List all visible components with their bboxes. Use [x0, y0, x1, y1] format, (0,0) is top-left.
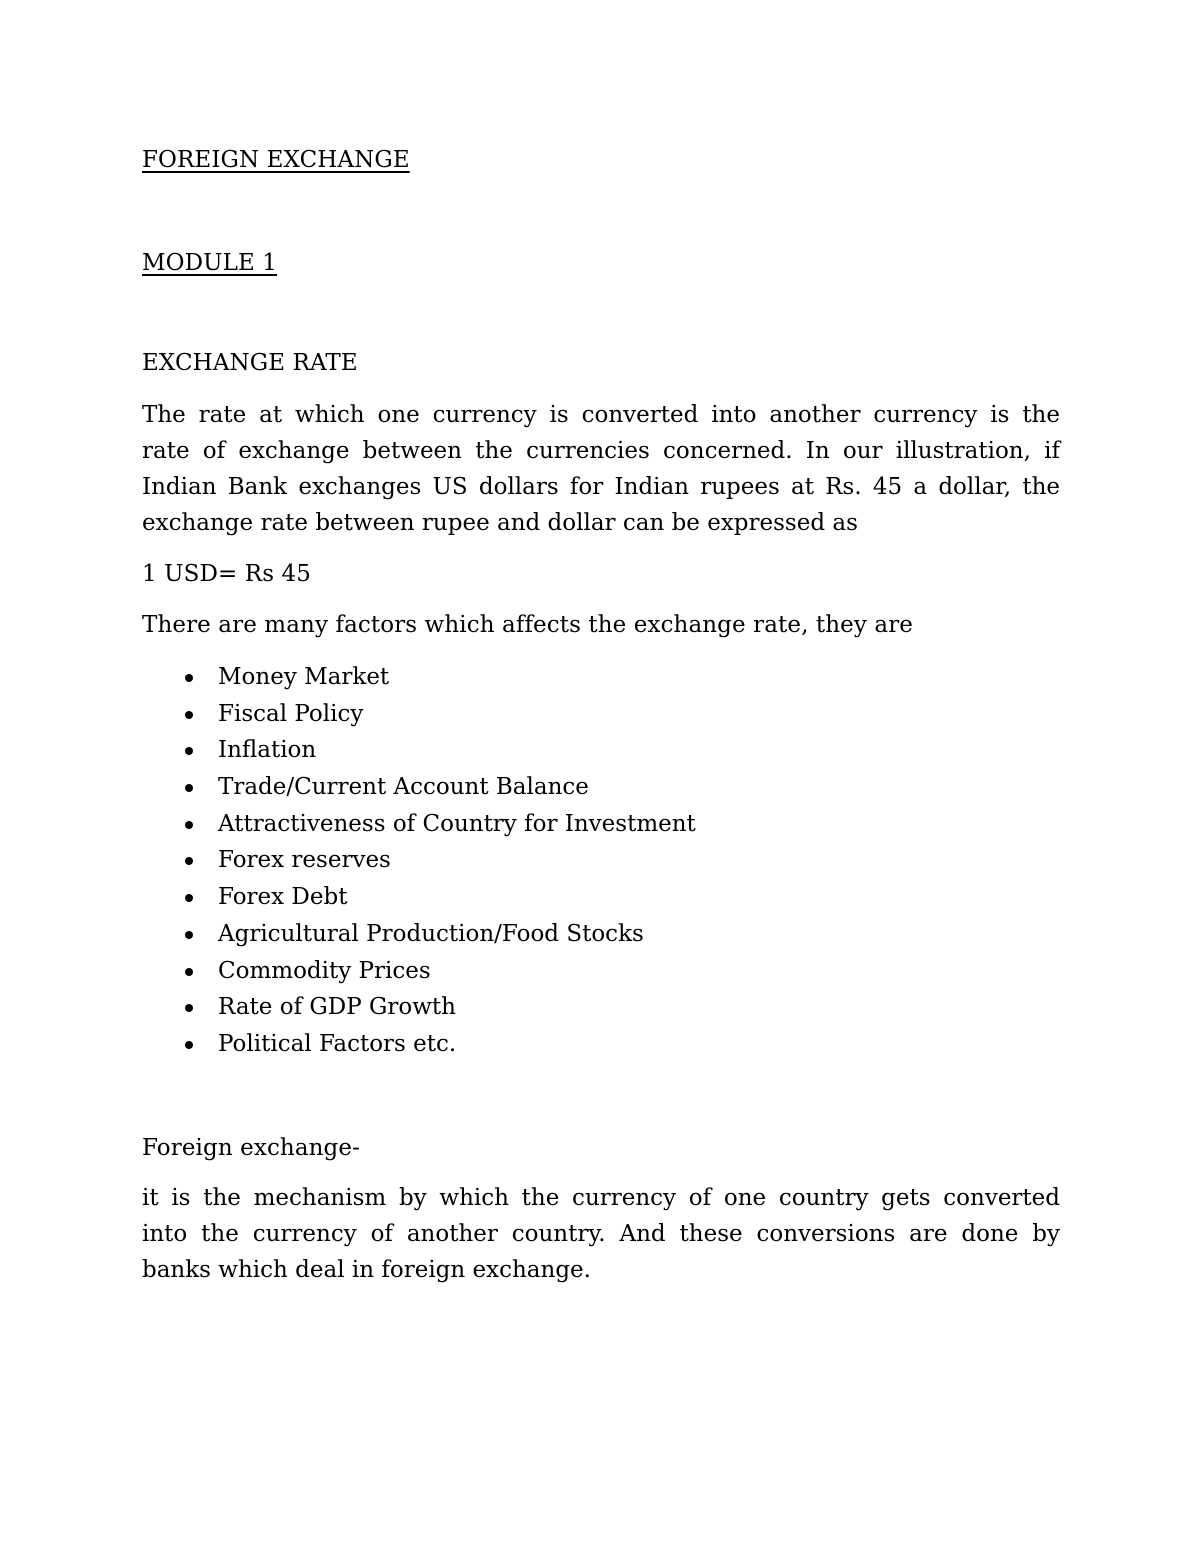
- list-item: [142, 879, 696, 916]
- bullet-icon: [185, 711, 193, 719]
- list-item-label: Inflation: [218, 737, 317, 764]
- bullet-icon: [185, 674, 193, 682]
- list-item: [142, 916, 696, 953]
- list-item: [142, 732, 696, 769]
- paragraph-line: The rate at which one currency is converted into another currency is the: [142, 402, 1060, 428]
- paragraph-line: into the currency of another country. And these conversions are done by: [142, 1221, 1060, 1247]
- bullet-icon: [185, 1004, 193, 1012]
- list-item-label: Trade/Current Account Balance: [218, 774, 589, 801]
- module-heading: MODULE 1: [142, 250, 278, 276]
- bullet-icon: [185, 968, 193, 976]
- bullet-icon: [185, 931, 193, 939]
- bullet-icon: [185, 784, 193, 792]
- list-item: [142, 769, 696, 806]
- list-item: [142, 696, 696, 733]
- list-item: [142, 1026, 696, 1063]
- list-item-label: Political Factors etc.: [218, 1030, 457, 1057]
- list-item: [142, 953, 696, 990]
- bullet-icon: [185, 857, 193, 865]
- document-title: FOREIGN EXCHANGE: [142, 147, 410, 173]
- factors-list: [142, 659, 696, 1063]
- definition-heading: Foreign exchange-: [142, 1135, 360, 1161]
- list-item-label: Commodity Prices: [218, 957, 431, 984]
- list-item-label: Forex Debt: [218, 884, 348, 911]
- list-item-label: Forex reserves: [218, 847, 391, 874]
- paragraph-line: rate of exchange between the currencies concerned. In our illustration, if: [142, 438, 1060, 464]
- list-item: [142, 989, 696, 1026]
- bullet-icon: [185, 747, 193, 755]
- paragraph-line: Indian Bank exchanges US dollars for Indian rupees at Rs. 45 a dollar, the: [142, 474, 1060, 500]
- list-item: [142, 842, 696, 879]
- list-item-label: Agricultural Production/Food Stocks: [218, 920, 644, 947]
- definition-paragraph: [142, 1180, 1060, 1288]
- bullet-icon: [185, 821, 193, 829]
- paragraph-line: banks which deal in foreign exchange.: [142, 1257, 591, 1283]
- exchange-rate-paragraph: [142, 397, 1060, 541]
- list-item-label: Attractiveness of Country for Investment: [218, 810, 696, 837]
- section-heading: EXCHANGE RATE: [142, 350, 358, 376]
- list-item: [142, 659, 696, 696]
- bullet-icon: [185, 894, 193, 902]
- list-item-label: Money Market: [218, 664, 390, 690]
- factors-intro: There are many factors which affects the exchange rate, they are: [142, 612, 914, 638]
- paragraph-line: it is the mechanism by which the currency of one country gets converted: [142, 1185, 1060, 1211]
- list-item-label: Fiscal Policy: [218, 700, 364, 727]
- list-item-label: Rate of GDP Growth: [218, 994, 456, 1021]
- paragraph-line: exchange rate between rupee and dollar can be expressed as: [142, 510, 858, 536]
- list-item: [142, 806, 696, 843]
- bullet-icon: [185, 1041, 193, 1049]
- exchange-rate-formula: 1 USD= Rs 45: [142, 561, 312, 587]
